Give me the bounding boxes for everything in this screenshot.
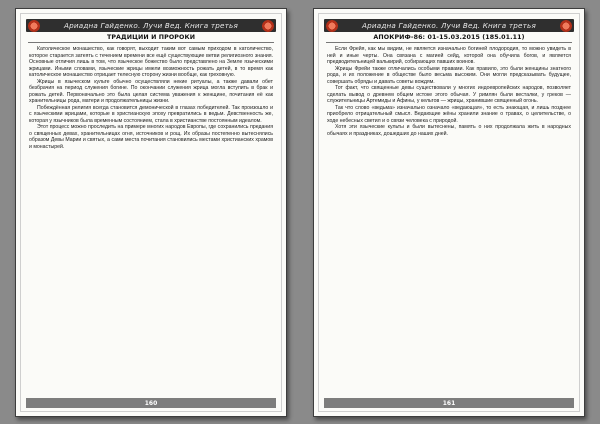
right-section-title: АПОКРИФ-86: 01-15.03.2015 (185.01.11) [373,34,525,41]
paragraph: Хотя эти языческие культы и были вытеснены, память о них продолжала жить в народных обычаях и праздниках, дошедших до наших дней. [327,124,571,137]
emblem-icon [560,20,572,32]
page-number: 160 [144,399,158,407]
left-body-text [29,46,273,392]
paragraph: Этот процесс можно проследить на примере многих народов Европы, где сохранились предания о священных девах, хранительницах огня, источников и рощ. Их образы постепенно вытеснялись образом Девы Марии и святых, а сами места почитания становились местами христианских храмов и монастырей. [29,124,273,150]
left-banner [26,19,276,32]
right-banner [324,19,574,32]
emblem-icon [28,20,40,32]
right-body-text [327,46,571,392]
left-divider [28,42,274,43]
left-section-title: ТРАДИЦИИ И ПРОРОКИ [106,34,196,41]
paragraph: Тот факт, что священные девы существовали у многих индоевропейских народов, позволяет сделать вывод о древнем общем истоке этого обычая. У римлян были весталки, у греков — служительницы Артемиды и Афины, у кельтов — жрицы, хранившие священный огонь. [327,85,571,104]
emblem-icon [326,20,338,32]
right-footer [324,398,574,408]
paragraph: Так что слово «ведьма» изначально означало «ведающая», то есть знающая, и лишь позднее приобрело отрицательный смысл. Ведающие жёны хранили знание о травах, о целительстве, о ходе небесных светил и о связи человека с природой. [327,104,571,124]
page-number: 161 [442,399,456,407]
emblem-icon [262,20,274,32]
paragraph: Если Фрейя, как мы видим, не является изначально богиней плодородия, то можно увидеть в ней и иные черты. Она связана с магией сейд, которой она обучила богов, и является предводительницей валькирий, собирающих павших воинов. [327,46,571,65]
left-footer [26,398,276,408]
paragraph: Католическое монашество, как говорят, выходит таким вот самым приходом в католичество, которое старается затеять с течением времени все ещё существующие ветви религиозного знания. Основные отличия лишь в том, что языческое божество было представлено на Земле языческими жрицами. Иными словами, языческие жрицы имели возможность рожать детей, в то время как католическое монашество отрицает телесную сторону жизни вообще, как греховную. [29,46,273,78]
left-page [15,8,287,417]
right-divider [326,42,572,43]
paragraph: Побеждённая религия всегда становится демонической в глазах победителей. Так произошло и с языческими жрицами, которые в христианскую эпоху превратились в ведьм. Девственность же, которая у язычников была временным состоянием, стала в христианстве постоянным идеалом. [29,104,273,124]
left-banner-title: Ариадна Гайденко. Лучи Вед. Книга третья [63,21,238,30]
paragraph: Жрицы Фрейи также отличались особыми правами. Как правило, это были женщины знатного рода, и их положение в обществе было весьма высоким. Они могли предсказывать будущее, совершать обряды и давать советы вождям. [327,65,571,85]
right-page [313,8,585,417]
right-banner-title: Ариадна Гайденко. Лучи Вед. Книга третья [361,21,536,30]
paragraph: Жрицы в языческом культе обычно осуществляли некие ритуалы, а также давали обет безбрачия на период служения богине. По окончании служения жрица могла вступить в брак и рожать детей. Первоначально это была целая система уважения к женщине, почитания её как хранительницы рода, матери и продолжательницы жизни. [29,78,273,104]
